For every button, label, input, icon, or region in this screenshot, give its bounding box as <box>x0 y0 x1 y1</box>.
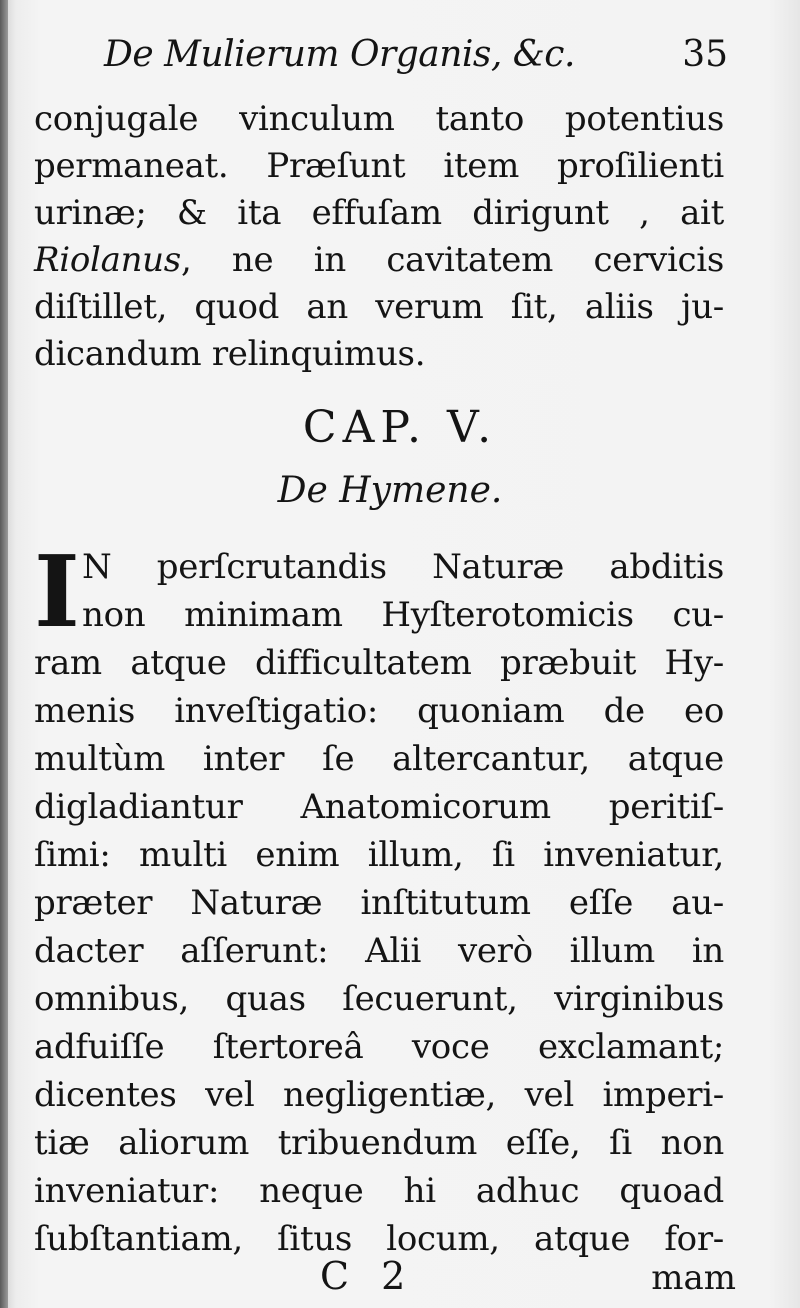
text-line: omnibus, quas ſecuerunt, virginibus <box>34 979 724 1019</box>
text-line: dacter aſſerunt: Alii verò illum in <box>34 931 724 971</box>
text-line: ſimi: multi enim illum, ſi inveniatur, <box>34 835 724 875</box>
page-footer <box>0 1250 800 1308</box>
text-line: diſtillet, quod an verum ſit, aliis ju- <box>34 287 724 327</box>
catchword: mam <box>651 1258 736 1298</box>
page-gutter-shadow <box>0 0 8 1308</box>
text-line: adfuiſſe ſtertoreâ voce exclamant; <box>34 1027 724 1067</box>
text-line: dicandum relinquimus. <box>34 334 426 374</box>
text-line: urinæ; & ita effuſam dirigunt , ait <box>34 193 724 233</box>
page-number: 35 <box>682 34 728 75</box>
text-line: conjugale vinculum tanto potentius <box>34 99 724 139</box>
text-line: tiæ aliorum tribuendum eſſe, ſi non <box>34 1123 724 1163</box>
text-line: digladiantur Anatomicorum peritiſ- <box>34 787 724 827</box>
text-line: ram atque difficultatem præbuit Hy- <box>34 643 724 683</box>
chapter-heading: CAP. V. <box>302 402 498 453</box>
text-line: N perſcrutandis Naturæ abditis <box>82 547 724 587</box>
text-line: ſubſtantiam, ſitus locum, atque for- <box>34 1219 724 1259</box>
chapter-title: De Hymene. <box>277 470 503 511</box>
signature-mark: C 2 <box>320 1254 416 1298</box>
text-line: multùm inter ſe altercantur, atque <box>34 739 724 779</box>
drop-cap: I <box>34 535 80 650</box>
page-header <box>104 28 744 88</box>
text-line: non minimam Hyſterotomicis cu- <box>82 595 724 635</box>
text-line: permaneat. Præſunt item proſilienti <box>34 146 724 186</box>
text-line: præter Naturæ inſtitutum eſſe au- <box>34 883 724 923</box>
text-line: inveniatur: neque hi adhuc quoad <box>34 1171 724 1211</box>
text-line: menis inveſtigatio: quoniam de eo <box>34 691 724 731</box>
running-title: De Mulierum Organis, &c. <box>104 34 575 75</box>
text-line: dicentes vel negligentiæ, vel imperi- <box>34 1075 724 1115</box>
text-line-italic-name: Riolanus, ne in cavitatem cervicis <box>34 240 724 280</box>
